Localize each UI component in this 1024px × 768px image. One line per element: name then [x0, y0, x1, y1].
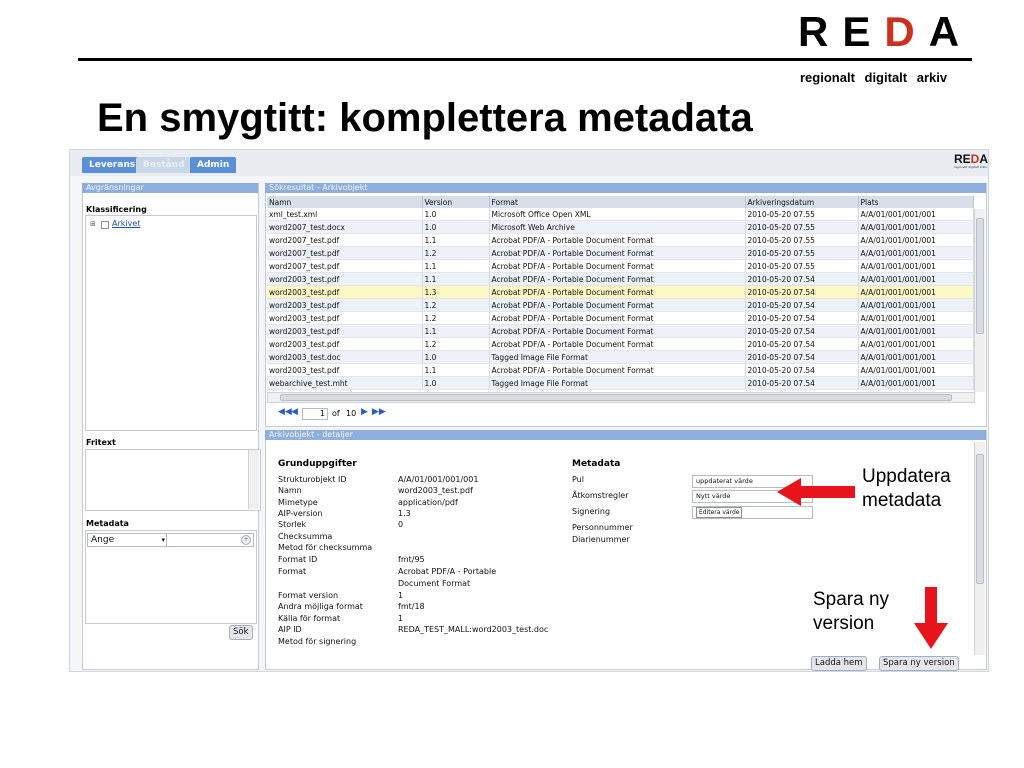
detail-label: Mimetype: [278, 498, 318, 507]
classification-label: Klassificering: [86, 205, 147, 214]
table-cell: A/A/01/001/001/001: [858, 338, 973, 351]
table-cell: Acrobat PDF/A - Portable Document Format: [489, 338, 745, 351]
table-cell: word2003_test.pdf: [267, 273, 422, 286]
detail-label: Källa för format: [278, 614, 341, 623]
table-cell: 2010-05-20 07.54: [745, 286, 858, 299]
slide-title: En smygtitt: komplettera metadata: [97, 96, 753, 140]
table-cell: 1.3: [422, 286, 489, 299]
metadata-select[interactable]: [87, 533, 170, 547]
table-cell: 2010-05-20 07.55: [745, 221, 858, 234]
table-row[interactable]: [267, 338, 973, 351]
table-row[interactable]: [267, 377, 973, 390]
detail-value: word2003_test.pdf: [398, 486, 473, 495]
metadata-select-value: Ange: [91, 535, 115, 545]
app-logo-subtitle: regionalt digitalt arkiv: [954, 165, 988, 169]
table-cell: word2003_test.pdf: [267, 312, 422, 325]
table-cell: 1.0: [422, 377, 489, 390]
logo-letter-a: A: [928, 8, 974, 55]
table-cell: A/A/01/001/001/001: [858, 364, 973, 377]
table-row[interactable]: [267, 273, 973, 286]
fritext-scrollbar[interactable]: [248, 450, 259, 509]
hscroll-thumb[interactable]: [280, 394, 952, 401]
table-cell: A/A/01/001/001/001: [858, 377, 973, 390]
tab-leverans[interactable]: Leverans: [82, 157, 142, 173]
arrow-left-icon: [775, 476, 857, 508]
table-cell: 2010-05-20 07.54: [745, 312, 858, 325]
metadata-heading: Metadata: [572, 459, 621, 469]
table-cell: Acrobat PDF/A - Portable Document Format: [489, 260, 745, 273]
tab-admin[interactable]: Admin: [190, 157, 236, 173]
arrow-down-icon: [912, 585, 950, 651]
updated-value-input[interactable]: uppdaterat värde: [692, 475, 813, 488]
classification-tree: [85, 215, 257, 431]
table-cell: word2003_test.pdf: [267, 286, 422, 299]
table-cell: Acrobat PDF/A - Portable Document Format: [489, 299, 745, 312]
table-cell: 1.1: [422, 325, 489, 338]
table-cell: A/A/01/001/001/001: [858, 286, 973, 299]
fritext-label: Fritext: [86, 438, 116, 447]
pager-total: 10: [346, 409, 357, 418]
table-cell: 1.1: [422, 364, 489, 377]
detail-label: Metod för signering: [278, 637, 357, 646]
results-table: [267, 196, 974, 390]
table-cell: 1.2: [422, 299, 489, 312]
metadata-field-access: Åtkomstregler: [572, 491, 629, 500]
next-page-icon[interactable]: ▶: [361, 407, 368, 417]
metadata-label: Metadata: [86, 519, 129, 528]
logo-letter-e: E: [842, 8, 885, 55]
table-cell: Tagged Image File Format: [489, 377, 745, 390]
table-cell: 2010-05-20 07.55: [745, 208, 858, 221]
table-cell: Acrobat PDF/A - Portable Document Format: [489, 234, 745, 247]
table-cell: word2003_test.pdf: [267, 364, 422, 377]
chevron-down-icon: ▾: [161, 536, 165, 544]
table-cell: A/A/01/001/001/001: [858, 312, 973, 325]
details-scroll-thumb[interactable]: [976, 454, 984, 584]
header-rule: [78, 58, 972, 61]
detail-label: Format version: [278, 591, 339, 600]
detail-value: Acrobat PDF/A - Portable: [398, 567, 497, 576]
table-cell: Microsoft Office Open XML: [489, 208, 745, 221]
table-cell: 1.1: [422, 234, 489, 247]
table-cell: A/A/01/001/001/001: [858, 273, 973, 286]
callout-save-line2: version: [813, 613, 875, 634]
table-cell: Acrobat PDF/A - Portable Document Format: [489, 325, 745, 338]
detail-label: Strukturobjekt ID: [278, 475, 347, 484]
metadata-field-pul: Pul: [572, 475, 584, 484]
reda-logo: [798, 8, 973, 56]
detail-value: 1.3: [398, 509, 411, 518]
metadata-field-personnummer: Personnummer: [572, 523, 633, 532]
detail-label: Metod för checksumma: [278, 543, 373, 552]
table-cell: 2010-05-20 07.55: [745, 234, 858, 247]
table-cell: A/A/01/001/001/001: [858, 325, 973, 338]
table-cell: A/A/01/001/001/001: [858, 221, 973, 234]
table-row[interactable]: [267, 364, 973, 377]
basic-info-heading: Grunduppgifter: [278, 459, 357, 469]
callout-update-line2: metadata: [862, 490, 942, 511]
table-cell: 2010-05-20 07.54: [745, 338, 858, 351]
table-cell: A/A/01/001/001/001: [858, 260, 973, 273]
table-cell: 1.0: [422, 351, 489, 364]
table-cell: webarchive_test.mht: [267, 377, 422, 390]
table-cell: 2010-05-20 07.54: [745, 351, 858, 364]
app-logo: REDA: [954, 152, 989, 166]
column-header[interactable]: Arkiveringsdatum: [745, 196, 858, 208]
detail-value: application/pdf: [398, 498, 458, 507]
table-cell: 2010-05-20 07.54: [745, 273, 858, 286]
download-button[interactable]: Ladda hem: [811, 656, 867, 671]
table-cell: 2010-05-20 07.55: [745, 247, 858, 260]
table-row[interactable]: [267, 234, 973, 247]
table-cell: 1.2: [422, 312, 489, 325]
table-cell: A/A/01/001/001/001: [858, 247, 973, 260]
table-cell: Acrobat PDF/A - Portable Document Format: [489, 312, 745, 325]
table-row[interactable]: [267, 208, 973, 221]
detail-label: Checksumma: [278, 532, 333, 541]
logo-letter-r: R: [798, 8, 843, 55]
detail-label: Format ID: [278, 555, 318, 564]
last-page-icon[interactable]: ▶▶: [372, 407, 386, 417]
first-page-icon[interactable]: ◀◀: [278, 407, 292, 417]
detail-value: A/A/01/001/001/001: [398, 475, 479, 484]
table-cell: Tagged Image File Format: [489, 351, 745, 364]
callout-update-metadata: [862, 465, 951, 513]
search-button[interactable]: Sök: [229, 625, 253, 640]
details-scrollbar[interactable]: [974, 442, 985, 655]
table-row[interactable]: [267, 312, 973, 325]
logo-subtitle: regionalt digitalt arkiv: [800, 70, 948, 85]
table-cell: word2007_test.pdf: [267, 260, 422, 273]
table-cell: word2007_test.pdf: [267, 234, 422, 247]
table-cell: Acrobat PDF/A - Portable Document Format: [489, 273, 745, 286]
table-cell: 2010-05-20 07.54: [745, 299, 858, 312]
add-metadata-icon[interactable]: +: [241, 535, 251, 545]
table-row[interactable]: [267, 286, 973, 299]
table-cell: 1.0: [422, 208, 489, 221]
detail-value: Document Format: [398, 579, 471, 588]
table-cell: word2003_test.pdf: [267, 299, 422, 312]
metadata-field-signing: Signering: [572, 507, 611, 516]
results-vertical-scrollbar[interactable]: [974, 209, 985, 392]
table-cell: 2010-05-20 07.54: [745, 364, 858, 377]
table-cell: xml_test.xml: [267, 208, 422, 221]
table-cell: A/A/01/001/001/001: [858, 208, 973, 221]
detail-value: fmt/95: [398, 555, 425, 564]
table-row[interactable]: [267, 247, 973, 260]
page-number-input[interactable]: 1: [302, 408, 328, 420]
results-header: Sökresultat - Arkivobjekt: [265, 183, 986, 193]
callout-update-line1: Uppdatera: [862, 466, 951, 487]
table-row[interactable]: [267, 260, 973, 273]
top-navigation: [70, 150, 988, 176]
detail-value: REDA_TEST_MALL:word2003_test.doc: [398, 625, 549, 634]
metadata-field-diarienummer: Diarienummer: [572, 535, 630, 544]
table-cell: A/A/01/001/001/001: [858, 351, 973, 364]
detail-value: 1: [398, 591, 404, 600]
table-cell: word2003_test.pdf: [267, 338, 422, 351]
table-cell: Microsoft Web Archive: [489, 221, 745, 234]
new-value-input[interactable]: Nytt värde: [692, 490, 813, 503]
table-cell: word2007_test.docx: [267, 221, 422, 234]
table-cell: Acrobat PDF/A - Portable Document Format: [489, 364, 745, 377]
detail-value: fmt/18: [398, 602, 425, 611]
table-cell: 1.1: [422, 273, 489, 286]
edit-value-tooltip: Editera värde: [696, 507, 742, 518]
table-cell: 2010-05-20 07.55: [745, 260, 858, 273]
callout-save-version: [813, 588, 889, 636]
detail-label: AIP ID: [278, 625, 302, 634]
table-row[interactable]: [267, 299, 973, 312]
detail-label: AIP-version: [278, 509, 323, 518]
table-cell: A/A/01/001/001/001: [858, 299, 973, 312]
tree-expand-icon[interactable]: ⊞: [90, 220, 96, 228]
results-horizontal-scrollbar[interactable]: [267, 392, 975, 403]
table-row[interactable]: [267, 221, 973, 234]
details-header: Arkivobjekt - detaljer: [265, 430, 986, 440]
detail-label: Format: [278, 567, 307, 576]
column-header[interactable]: Version: [422, 196, 489, 208]
table-cell: 2010-05-20 07.54: [745, 325, 858, 338]
logo-letter-d: D: [884, 8, 929, 55]
prev-page-icon[interactable]: ◀: [291, 407, 298, 417]
column-header[interactable]: Plats: [858, 196, 973, 208]
table-row[interactable]: [267, 351, 973, 364]
table-cell: 1.2: [422, 338, 489, 351]
table-cell: word2003_test.doc: [267, 351, 422, 364]
pager-of: of: [332, 409, 340, 418]
table-cell: Acrobat PDF/A - Portable Document Format: [489, 247, 745, 260]
detail-value: 1: [398, 614, 404, 623]
table-row[interactable]: [267, 325, 973, 338]
table-cell: 1.2: [422, 247, 489, 260]
fritext-input[interactable]: [85, 449, 261, 511]
table-cell: Acrobat PDF/A - Portable Document Format: [489, 286, 745, 299]
detail-label: Namn: [278, 486, 302, 495]
table-cell: 2010-05-20 07.54: [745, 377, 858, 390]
table-cell: A/A/01/001/001/001: [858, 234, 973, 247]
tab-bestand[interactable]: Bestånd: [136, 157, 192, 173]
results-header-row: [267, 196, 973, 208]
tree-item-arkivet[interactable]: Arkivet: [112, 219, 141, 228]
table-cell: 1.1: [422, 260, 489, 273]
column-header[interactable]: Format: [489, 196, 745, 208]
save-new-version-button[interactable]: Spara ny version: [879, 656, 959, 671]
detail-value: 0: [398, 520, 404, 529]
scroll-thumb[interactable]: [976, 218, 984, 334]
detail-label: Storlek: [278, 520, 307, 529]
sidebar-header: Avgränsningar: [82, 183, 258, 193]
table-cell: 1.0: [422, 221, 489, 234]
callout-save-line1: Spara ny: [813, 589, 890, 610]
table-cell: word2003_test.pdf: [267, 325, 422, 338]
detail-label: Andra möjliga format: [278, 602, 363, 611]
tree-checkbox[interactable]: [101, 221, 109, 229]
column-header[interactable]: Namn: [267, 196, 422, 208]
table-cell: word2007_test.pdf: [267, 247, 422, 260]
